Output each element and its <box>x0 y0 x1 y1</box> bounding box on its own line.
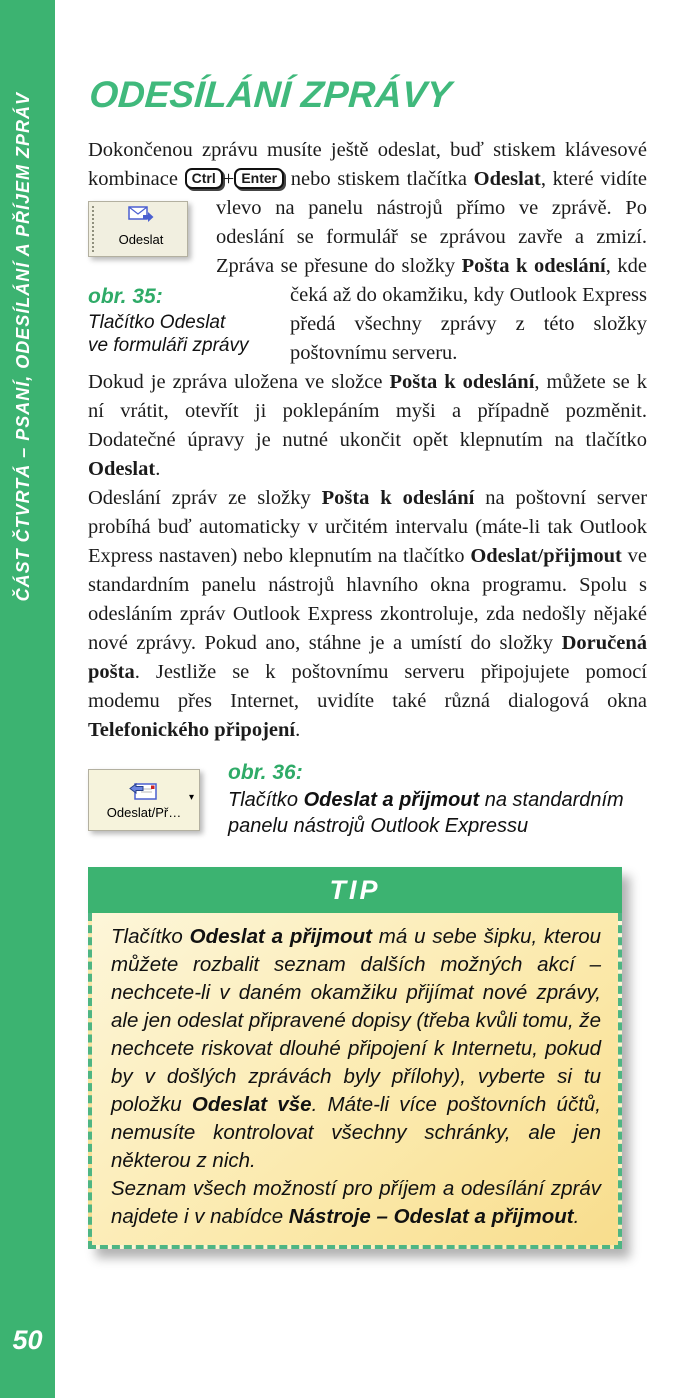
odeslat-prijmout-button-illustration <box>88 769 200 831</box>
bold-nastroje-odeslat-a-prijmout: Nástroje – Odeslat a přijmout <box>288 1205 574 1228</box>
chapter-title-vertical: ČÁST ČTVRTÁ – PSANÍ, ODESÍLÁNÍ A PŘÍJEM ZPRÁV <box>13 92 33 602</box>
paragraph-3-text: ve standardním panelu nástrojů hlavního okna programu. Spolu s odesláním zpráv Outlook Express zkontroluje, zda nedošly nějaké nové zprávy. Pokud ano, stáhne je a umístí do složky <box>88 545 647 654</box>
tip-text: Tlačítko <box>111 925 190 948</box>
bold-posta-k-odeslani: Pošta k odeslání <box>389 371 535 393</box>
figure-35-button-image <box>88 201 188 257</box>
tip-paragraph-2 <box>111 1175 601 1231</box>
bold-posta-k-odeslani: Pošta k odeslání <box>461 255 606 277</box>
figure-35-caption-line1: Tlačítko Odeslat <box>88 312 226 333</box>
figure-36-label: obr. 36: <box>228 761 303 784</box>
paragraph-3-text: Odeslání zpráv ze složky <box>88 487 322 509</box>
paragraph-1-text: vlevo na panelu nástrojů přímo ve zprávě. Po odeslání se formulář se zprávou zavře a zmizí. Zpráva se přesune do složky <box>216 197 647 277</box>
bold-posta-k-odeslani: Pošta k odeslání <box>321 487 475 509</box>
page-number: 50 <box>12 1325 43 1355</box>
tip-text: . <box>573 1205 580 1228</box>
bold-odeslat: Odeslat <box>473 168 541 190</box>
bold-dorucena-posta: Doručená pošta <box>88 632 647 683</box>
tip-text: Seznam všech možností pro příjem a odesílání zpráv najdete i v nabídce <box>111 1177 601 1228</box>
send-envelope-icon <box>128 205 154 223</box>
figure-35-label: obr. 35: <box>88 285 163 308</box>
chapter-sidebar <box>0 0 55 1398</box>
figure-36-caption <box>228 761 628 839</box>
tip-text: má u sebe šipku, kterou můžete rozbalit seznam dalších možných akcí – nechcete-li v daném okamžiku přijímat nové zprávy, ale jen odeslat připravené dopisy (třeba kvůli tomu, že nechcete riskovat dlouhé připojení k Internetu, pokud by v došlých zprávách byly přílohy), vyberte si tu položku <box>111 925 601 1116</box>
caption-text: na standardním panelu nástrojů Outlook Expressu <box>228 789 624 837</box>
tip-box <box>88 867 622 1249</box>
dropdown-arrow-icon: ▾ <box>188 792 194 803</box>
tip-body <box>88 913 622 1249</box>
button-label: Odeslat/Př… <box>106 804 182 820</box>
paragraph-1-text: nebo stiskem tlačítka <box>284 168 474 190</box>
odeslat-button-illustration <box>88 201 188 257</box>
paragraph-3-text: na poštovní server probíhá buď automaticky v určitém intervalu (máte-li tak Outlook Express nastaven) nebo klepnutím na tlačítko <box>88 487 648 567</box>
paragraph-3 <box>88 484 647 745</box>
paragraph-3-text: . <box>295 719 301 741</box>
bold-odeslat-a-prijmout: Odeslat a přijmout <box>189 925 372 948</box>
caption-text: Tlačítko <box>228 789 304 811</box>
send-receive-envelope-icon <box>129 781 159 803</box>
paragraph-2-text: Dokud je zpráva uložena ve složce <box>88 371 390 393</box>
paragraph-2 <box>88 368 647 484</box>
tip-header: TIP <box>88 867 622 913</box>
tip-text: . Máte-li více poštovních účtů, nemusíte kontrolovat všechny schránky, ale jen některou z nich. <box>111 1093 601 1172</box>
page-content <box>88 0 647 1249</box>
figure-36 <box>88 761 647 839</box>
bold-odeslat-a-prijmout: Odeslat a přijmout <box>303 789 480 811</box>
paragraph-1-text: , kde čeká až do okamžiku, kdy Outlook Express předá všechny zprávy z této složky poštovnímu serveru. <box>290 255 647 364</box>
toolbar-grip-handle <box>92 206 94 252</box>
paragraph-3-text: . Jestliže se k poštovnímu serveru připojujete pomocí modemu přes Internet, uvidíte také různá dialogová okna <box>88 661 647 712</box>
figure-35-caption <box>88 285 256 357</box>
paragraph-1-text: , které vidíte <box>540 168 647 190</box>
bold-odeslat-prijmout: Odeslat/přijmout <box>470 545 622 567</box>
ctrl-keycap: Ctrl <box>185 168 223 189</box>
paragraph-2-text: , můžete se k ní vrátit, otevřít ji poklepáním myši a případně pozměnit. Dodatečné úpravy je nutné ukončit opět klepnutím na tlačítko <box>88 371 647 451</box>
figure-35-caption-line2: ve formuláři zprávy <box>88 335 249 356</box>
page-title: ODESÍLÁNÍ ZPRÁVY <box>88 74 453 115</box>
bold-odeslat-vse: Odeslat vše <box>191 1093 312 1116</box>
enter-keycap: Enter <box>234 168 284 189</box>
plus-sign: + <box>222 168 235 190</box>
paragraph-1-text: Dokončenou zprávu musíte ještě odeslat, buď stiskem klávesové kombinace <box>88 139 647 190</box>
tip-paragraph-1 <box>111 923 601 1175</box>
bold-telefonicke-pripojeni: Telefonického připojení <box>88 719 296 741</box>
paragraph-1 <box>88 136 647 368</box>
figure-36-caption-text <box>228 787 628 839</box>
bold-odeslat: Odeslat <box>88 458 156 480</box>
button-label: Odeslat <box>118 231 164 247</box>
paragraph-2-text: . <box>155 458 161 480</box>
